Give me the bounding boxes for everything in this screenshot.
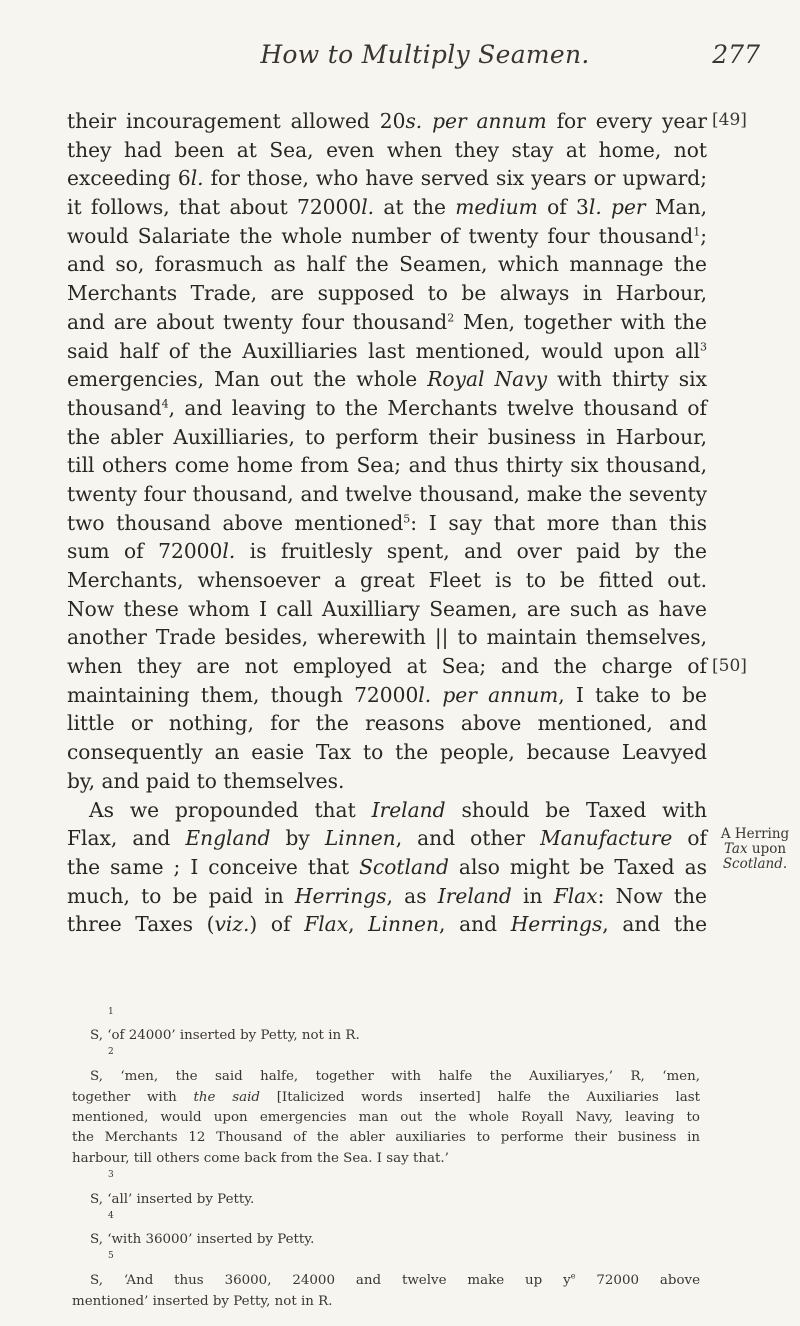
text-line: As we propounded that Ireland should be Taxed with xyxy=(89,797,707,822)
text-line: and are about twenty four thousand$^2$ Men, together with the xyxy=(67,309,707,334)
footnote-marker: 4 xyxy=(161,397,169,411)
footnote-continued: together with the said [Italicized words inserted] halfe the Auxiliaries last xyxy=(72,1089,700,1105)
footnote-marker: 3 xyxy=(700,339,707,353)
footnote-marker: 5 xyxy=(403,511,411,525)
text-line: maintaining them, though 72000l. per annum, I take to be xyxy=(67,682,707,707)
text-line: Now these whom I call Auxilliary Seamen, are such as have xyxy=(67,596,707,621)
text-line: little or nothing, for the reasons above mentioned, and xyxy=(67,711,707,736)
text-line: sum of 72000l. is fruitlesly spent, and over paid by the xyxy=(67,539,707,564)
footnote-continued: mentioned, would upon emergencies man out the whole Royall Navy, leaving to xyxy=(72,1110,700,1126)
text-line: Flax, and England by Linnen, and other Manufacture of xyxy=(67,826,707,851)
text-line: another Trade besides, wherewith || to maintain themselves, xyxy=(67,625,707,650)
original-page-ref: [50] xyxy=(712,656,747,676)
text-line: would Salariate the whole number of twenty four thousand$^1$; xyxy=(67,223,707,248)
page-number: 277 xyxy=(712,40,760,69)
text-line: twenty four thousand, and twelve thousand, make the seventy xyxy=(67,481,707,506)
running-title: How to Multiply Seamen. xyxy=(260,40,590,69)
text-line: two thousand above mentioned$^5$: I say that more than this xyxy=(67,510,707,535)
text-line: much, to be paid in Herrings, as Ireland in Flax: Now the xyxy=(67,883,707,908)
text-line: it follows, that about 72000l. at the medium of 3l. per Man, xyxy=(67,195,707,220)
footnote: $^4$ S, ‘with 36000’ inserted by Petty. xyxy=(90,1210,315,1248)
text-line: by, and paid to themselves. xyxy=(67,768,345,793)
footnote-continued: harbour, till others come back from the Sea. I say that.’ xyxy=(72,1150,449,1166)
text-line: emergencies, Man out the whole Royal Navy with thirty six xyxy=(67,367,707,392)
text-line: the same ; I conceive that Scotland also might be Taxed as xyxy=(67,854,707,879)
text-line: three Taxes (viz.) of Flax, Linnen, and Herrings, and the xyxy=(67,912,708,937)
text-line: said half of the Auxilliaries last mentioned, would upon all$^3$ xyxy=(67,338,707,363)
footnotes xyxy=(72,1006,700,1312)
footnote: $^5$ S, ‘And thus 36000, 24000 and twelve make up $y^e$ 72000 above xyxy=(90,1251,701,1289)
footnote-continued: the Merchants 12 Thousand of the abler auxiliaries to performe their business in xyxy=(72,1130,700,1146)
text-line: till others come home from Sea; and thus thirty six thousand, xyxy=(67,453,707,478)
footnote-continued: mentioned’ inserted by Petty, not in R. xyxy=(72,1293,333,1309)
text-line: they had been at Sea, even when they stay at home, not xyxy=(67,137,707,162)
text-line: when they are not employed at Sea; and the charge of xyxy=(67,654,707,679)
running-head xyxy=(90,40,760,70)
sidenote: A Herring Tax upon Scotland. xyxy=(720,826,790,872)
footnote-marker: 2 xyxy=(447,311,455,325)
original-page-ref: [49] xyxy=(712,110,747,130)
footnote-marker: 1 xyxy=(693,225,701,239)
body-text xyxy=(67,107,707,939)
text-line: the abler Auxilliaries, to perform their business in Harbour, xyxy=(67,424,707,449)
text-line: their incouragement allowed 20s. per annum for every year xyxy=(67,109,708,133)
text-line: thousand$^4$, and leaving to the Merchants twelve thousand of xyxy=(67,395,707,420)
footnote: $^2$ S, ‘men, the said halfe, together with halfe the Auxiliaryes,’ R, ‘men, xyxy=(90,1047,700,1085)
text-line: exceeding 6l. for those, who have served six years or upward; xyxy=(67,166,708,191)
footnote: $^3$ S, ‘all’ inserted by Petty. xyxy=(90,1169,255,1207)
footnote: $^1$ S, ‘of 24000’ inserted by Petty, not in R. xyxy=(90,1006,360,1044)
text-line: Merchants, whensoever a great Fleet is to be fitted out. xyxy=(67,568,707,592)
text-line: and so, forasmuch as half the Seamen, which mannage the xyxy=(67,252,707,277)
text-line: consequently an easie Tax to the people, because Leavyed xyxy=(67,740,707,765)
text-line: Merchants Trade, are supposed to be always in Harbour, xyxy=(67,281,707,306)
